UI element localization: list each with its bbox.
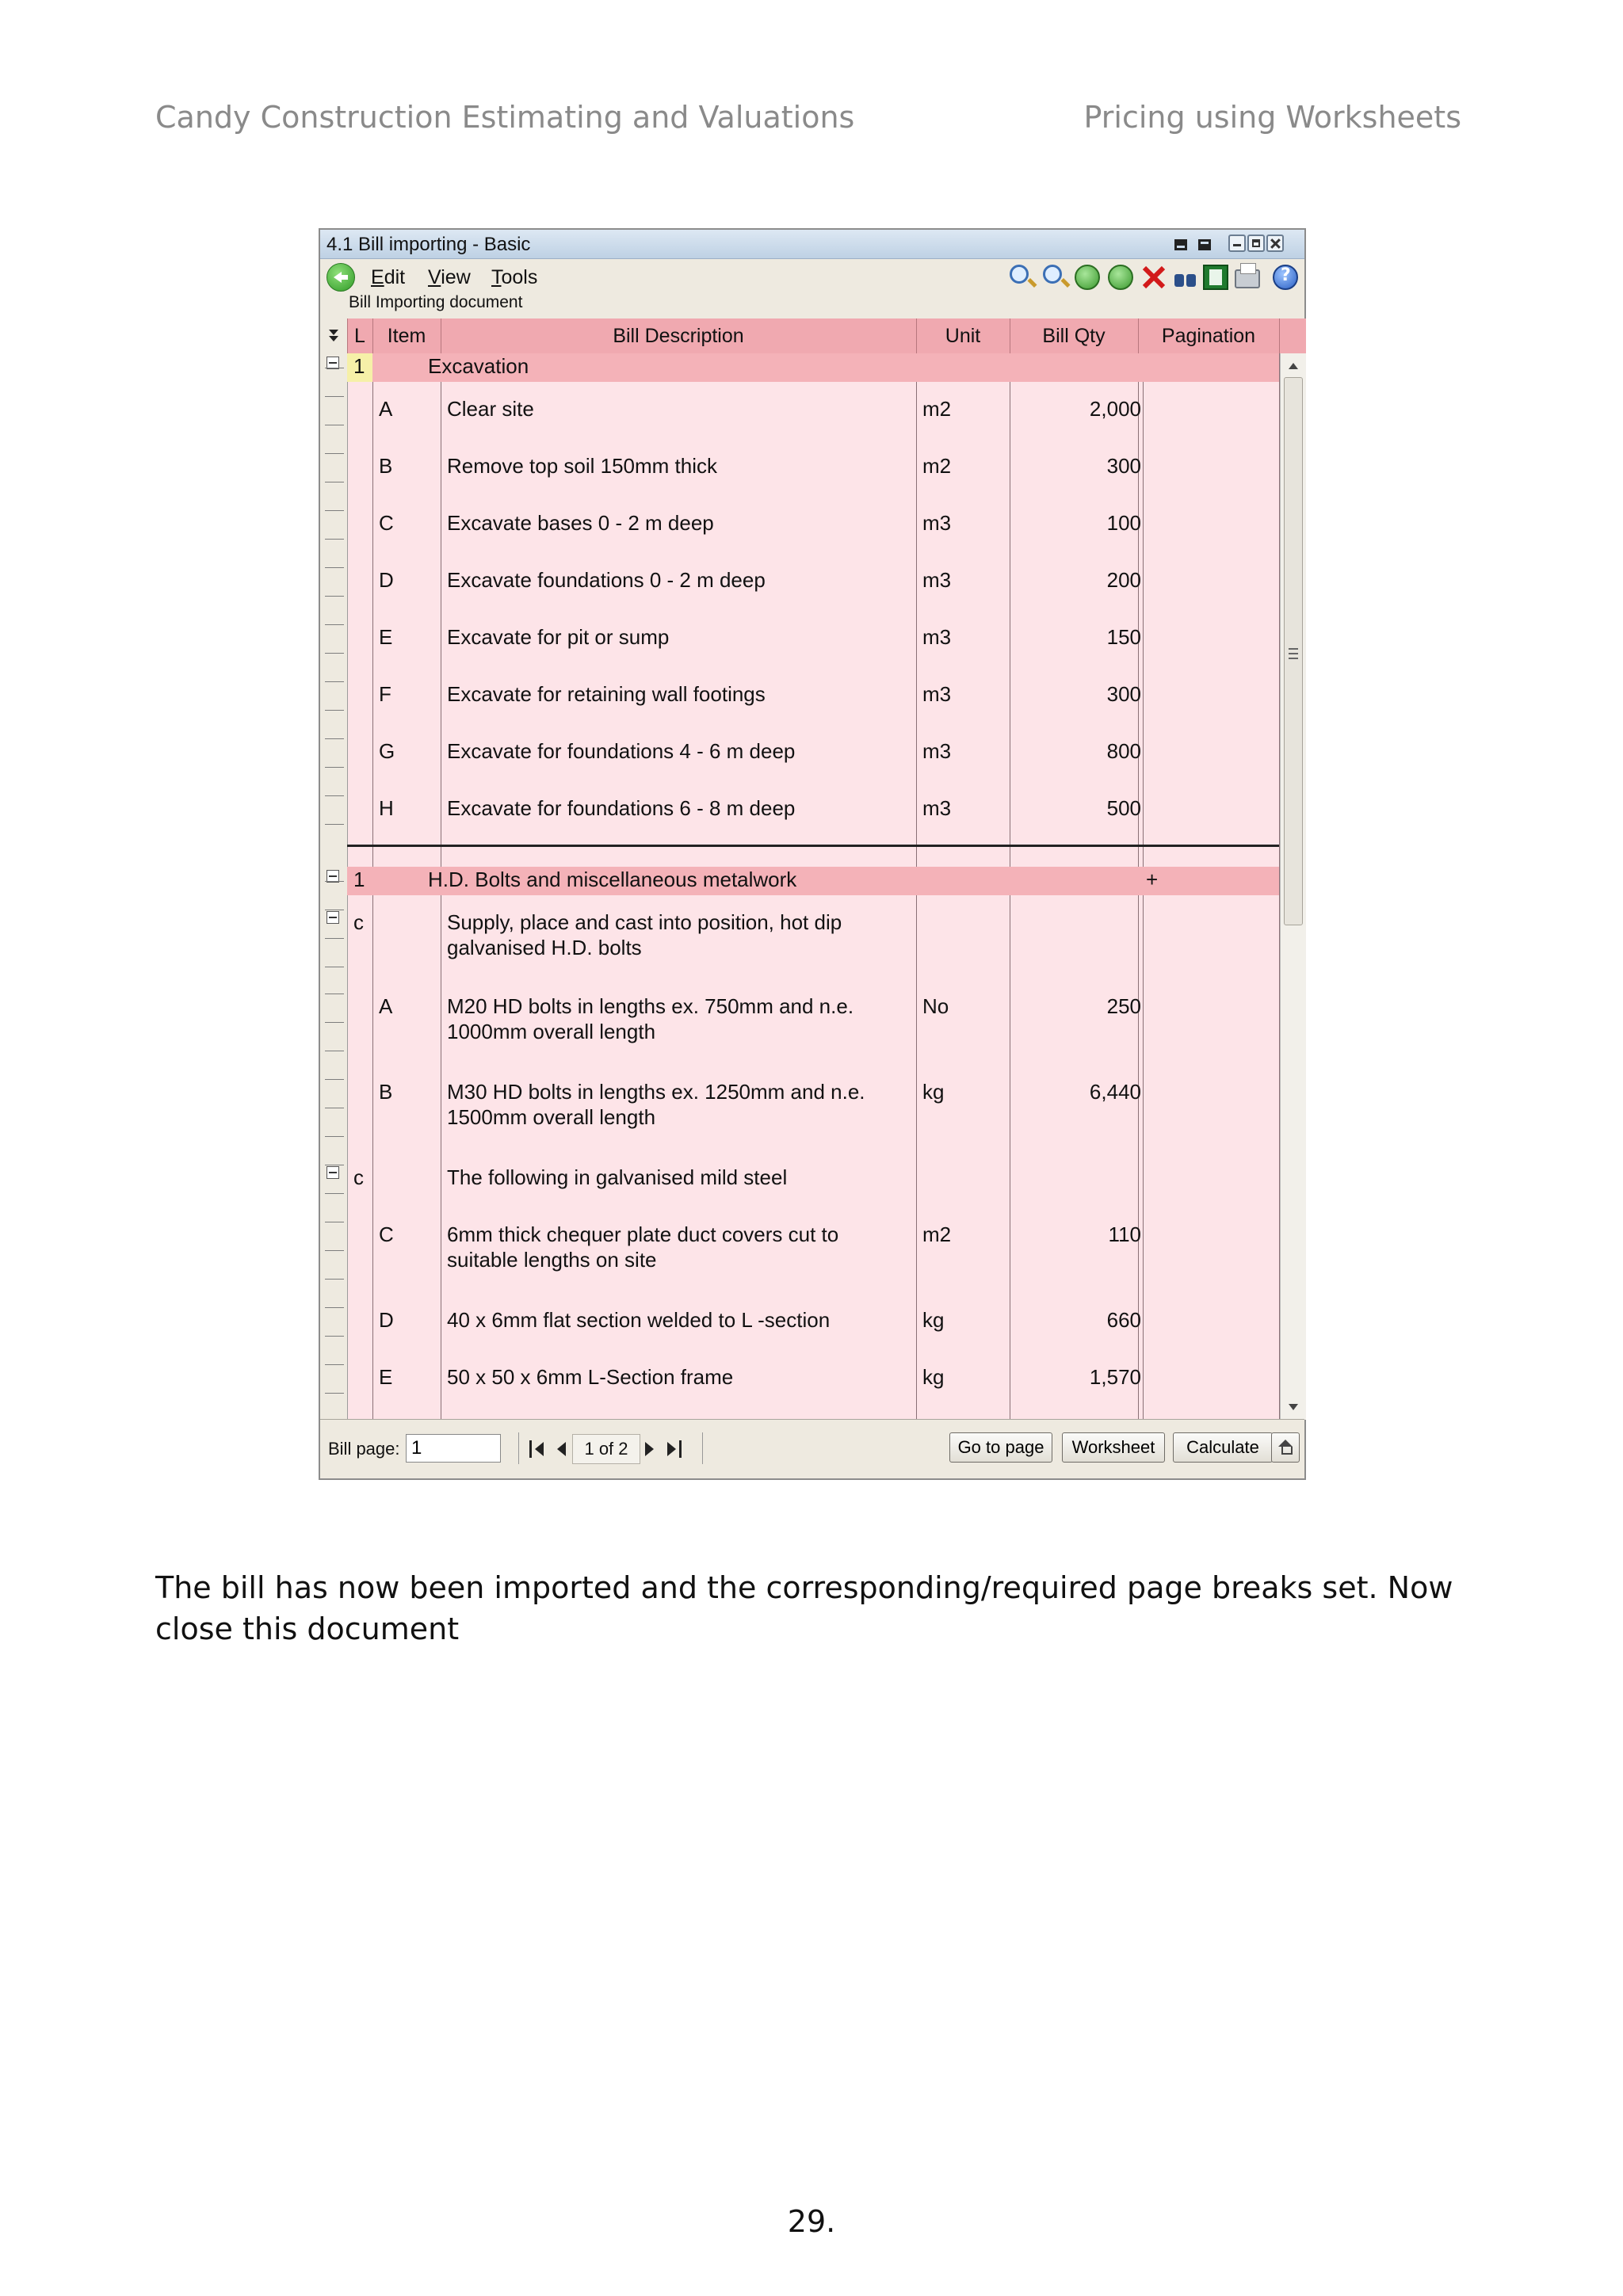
row-selector-tick	[325, 1393, 344, 1394]
home-button[interactable]	[1271, 1432, 1300, 1463]
row-unit: m3	[922, 739, 952, 763]
row-qty: 660	[1106, 1308, 1141, 1332]
row-selector-tick	[325, 1136, 344, 1137]
row-selector-tick	[325, 710, 344, 711]
row-selector-tick	[325, 938, 344, 939]
minimize-button[interactable]	[1228, 235, 1246, 252]
row-description: M30 HD bolts in lengths ex. 1250mm and n.e. 1500mm overall length	[447, 1080, 865, 1129]
row-description: Excavate for retaining wall footings	[447, 682, 766, 706]
row-qty: 800	[1106, 739, 1141, 763]
page-break-line	[347, 845, 1279, 847]
row-unit: m2	[922, 454, 952, 478]
row-description: The following in galvanised mild steel	[447, 1165, 788, 1189]
row-description: Remove top soil 150mm thick	[447, 454, 718, 478]
row-item: A	[379, 397, 393, 421]
table-row[interactable]	[347, 781, 1279, 838]
row-selector-tick	[325, 738, 344, 739]
row-description: Supply, place and cast into position, hot dip galvanised H.D. bolts	[447, 910, 842, 959]
calculate-button[interactable]: Calculate	[1173, 1432, 1273, 1463]
row-pagination: +	[1146, 868, 1159, 891]
table-row[interactable]	[347, 553, 1279, 610]
row-description: Excavate for pit or sump	[447, 625, 670, 649]
menu-edit[interactable]: Edit	[371, 266, 406, 288]
row-unit: kg	[922, 1365, 945, 1389]
row-unit: m2	[922, 397, 952, 421]
row-unit: m3	[922, 796, 952, 820]
row-selector-tick	[325, 1250, 344, 1251]
close-button[interactable]	[1266, 235, 1284, 252]
row-description: Clear site	[447, 397, 534, 421]
maximize-button[interactable]	[1247, 235, 1265, 252]
row-selector-tick	[325, 453, 344, 454]
row-selector-tick	[325, 1336, 344, 1337]
nav-separator	[518, 1432, 519, 1464]
row-selector-tick	[325, 1307, 344, 1308]
row-selector-tick	[325, 539, 344, 540]
row-qty: 100	[1106, 511, 1141, 535]
title-bar	[320, 230, 1304, 259]
row-item: G	[379, 739, 395, 763]
row-selector-tick	[325, 624, 344, 625]
row-selector-tick	[325, 824, 344, 825]
row-selector-tick	[325, 881, 344, 882]
row-selector-tick	[325, 596, 344, 597]
row-selector-column[interactable]	[320, 353, 348, 1420]
row-qty: 200	[1106, 568, 1141, 592]
row-item: B	[379, 454, 393, 478]
document-label: Bill Importing document	[349, 293, 523, 311]
row-qty: 110	[1108, 1222, 1141, 1246]
row-level: 1	[353, 868, 365, 891]
col-header-description[interactable]: Bill Description	[441, 318, 917, 353]
table-row[interactable]	[347, 1150, 1279, 1207]
row-item: H	[379, 796, 394, 820]
row-description: Excavate for foundations 4 - 6 m deep	[447, 739, 796, 763]
row-qty: 6,440	[1089, 1080, 1141, 1104]
column-chooser[interactable]	[320, 318, 348, 353]
bill-page-label: Bill page:	[328, 1439, 400, 1459]
row-selector-tick	[325, 1364, 344, 1365]
collapse-icon[interactable]	[327, 911, 339, 924]
row-item: C	[379, 511, 394, 535]
delete-icon[interactable]	[1141, 265, 1167, 290]
export-excel-icon[interactable]	[1203, 265, 1228, 290]
row-item: E	[379, 1365, 393, 1389]
vertical-scrollbar[interactable]	[1280, 353, 1306, 1420]
zoom-out-icon[interactable]	[1043, 265, 1062, 284]
row-selector-tick	[325, 681, 344, 682]
next-icon[interactable]	[1108, 265, 1133, 290]
table-row[interactable]	[347, 1207, 1279, 1293]
row-selector-tick	[325, 567, 344, 568]
row-qty: 300	[1106, 682, 1141, 706]
row-item: E	[379, 625, 393, 649]
status-bar	[320, 1419, 1304, 1478]
column-divider	[1279, 353, 1280, 1420]
row-unit: m3	[922, 682, 952, 706]
table-row[interactable]	[347, 439, 1279, 496]
row-unit: m3	[922, 625, 952, 649]
go-to-page-button[interactable]: Go to page	[949, 1432, 1052, 1463]
window-title: 4.1 Bill importing - Basic	[327, 234, 531, 255]
column-header-row	[320, 318, 1306, 354]
body-paragraph: The bill has now been imported and the corresponding/required page breaks set. Now close this document	[155, 1570, 1453, 1646]
row-description: Excavate for foundations 6 - 8 m deep	[447, 796, 796, 820]
worksheet-button[interactable]: Worksheet	[1062, 1432, 1165, 1463]
previous-page-icon[interactable]	[550, 1440, 567, 1458]
previous-icon[interactable]	[1075, 265, 1100, 290]
row-selector-tick	[325, 653, 344, 654]
table-row[interactable]	[347, 496, 1279, 553]
row-description: 6mm thick chequer plate duct covers cut to suitable lengths on site	[447, 1222, 839, 1272]
row-description: M20 HD bolts in lengths ex. 750mm and n.e. 1000mm overall length	[447, 994, 854, 1043]
table-row[interactable]	[347, 1293, 1279, 1350]
page-position: 1 of 2	[572, 1434, 640, 1464]
running-header-right: Pricing using Worksheets	[1083, 100, 1461, 135]
row-unit: m2	[922, 1222, 952, 1246]
row-level: 1	[353, 354, 365, 378]
home-icon	[1278, 1440, 1293, 1454]
page-number: 29.	[787, 2204, 836, 2239]
first-page-icon[interactable]	[528, 1440, 545, 1458]
row-description: 50 x 50 x 6mm L-Section frame	[447, 1365, 734, 1389]
row-qty: 150	[1106, 625, 1141, 649]
running-header-left: Candy Construction Estimating and Valuations	[155, 100, 855, 135]
table-row[interactable]	[347, 667, 1279, 724]
row-unit: No	[922, 994, 949, 1018]
table-row[interactable]	[347, 1065, 1279, 1150]
table-row[interactable]	[347, 1407, 1279, 1420]
row-description: H.D. Bolts and miscellaneous metalwork	[428, 868, 797, 891]
row-qty: 250	[1106, 994, 1141, 1018]
menu-tools[interactable]: Tools	[491, 266, 538, 288]
print-icon[interactable]	[1235, 269, 1260, 288]
dock-top-icon[interactable]	[1174, 239, 1187, 250]
table-row[interactable]	[347, 724, 1279, 781]
row-selector-tick	[325, 510, 344, 511]
grid-body	[320, 353, 1306, 1420]
row-selector-tick	[325, 1279, 344, 1280]
row-selector-tick	[325, 1193, 344, 1194]
row-description: Excavate foundations 0 - 2 m deep	[447, 568, 766, 592]
row-qty: 500	[1106, 796, 1141, 820]
row-item: D	[379, 1308, 394, 1332]
row-unit: m3	[922, 511, 952, 535]
section-row[interactable]	[347, 353, 1279, 382]
table-row[interactable]	[347, 1350, 1279, 1407]
bill-grid	[320, 318, 1306, 1420]
row-selector-tick	[325, 1022, 344, 1023]
back-arrow-icon[interactable]	[327, 263, 355, 292]
nav-separator	[702, 1432, 703, 1464]
row-item: F	[379, 682, 391, 706]
row-selector-tick	[325, 396, 344, 397]
table-row[interactable]	[347, 979, 1279, 1065]
scroll-up-icon[interactable]	[1289, 363, 1298, 369]
row-unit: kg	[922, 1308, 945, 1332]
row-unit: kg	[922, 1080, 945, 1104]
row-qty: 300	[1106, 454, 1141, 478]
row-level: c	[353, 910, 364, 934]
table-row[interactable]	[347, 382, 1279, 439]
row-description: Excavate bases 0 - 2 m deep	[447, 511, 714, 535]
row-selector-tick	[325, 795, 344, 796]
row-selector-tick	[325, 1079, 344, 1080]
row-selector-tick	[325, 767, 344, 768]
col-header-pagination[interactable]: Pagination	[1138, 318, 1280, 353]
dock-bottom-icon[interactable]	[1198, 239, 1211, 250]
find-binoculars-icon[interactable]	[1173, 265, 1198, 290]
menu-view[interactable]: View	[428, 266, 471, 288]
row-qty: 2,000	[1089, 397, 1141, 421]
menu-bar	[320, 258, 1304, 293]
section-row[interactable]	[347, 867, 1279, 895]
row-item: D	[379, 568, 394, 592]
table-row[interactable]	[347, 895, 1279, 979]
bill-importing-window	[319, 228, 1306, 1480]
scroll-down-icon[interactable]	[1289, 1404, 1298, 1410]
next-page-icon[interactable]	[643, 1440, 661, 1458]
last-page-icon[interactable]	[666, 1440, 683, 1458]
row-level: c	[353, 1165, 364, 1189]
help-icon[interactable]	[1273, 265, 1298, 290]
row-item: B	[379, 1080, 393, 1104]
col-header-unit[interactable]: Unit	[916, 318, 1010, 353]
collapse-icon[interactable]	[327, 1166, 339, 1179]
scroll-grip-icon	[1289, 648, 1298, 659]
row-item: A	[379, 994, 393, 1018]
sort-arrows-icon	[327, 330, 341, 344]
row-item: C	[379, 1222, 394, 1246]
row-description: Excavation	[428, 354, 529, 378]
row-description: 40 x 6mm flat section welded to L -section	[447, 1308, 831, 1332]
table-row[interactable]	[347, 610, 1279, 667]
col-header-level[interactable]: L	[347, 318, 373, 353]
col-header-item[interactable]: Item	[372, 318, 441, 353]
row-qty: 1,570	[1089, 1365, 1141, 1389]
zoom-in-icon[interactable]	[1010, 265, 1029, 284]
bill-page-input[interactable]	[406, 1434, 501, 1463]
row-unit: m3	[922, 568, 952, 592]
col-header-qty[interactable]: Bill Qty	[1010, 318, 1139, 353]
